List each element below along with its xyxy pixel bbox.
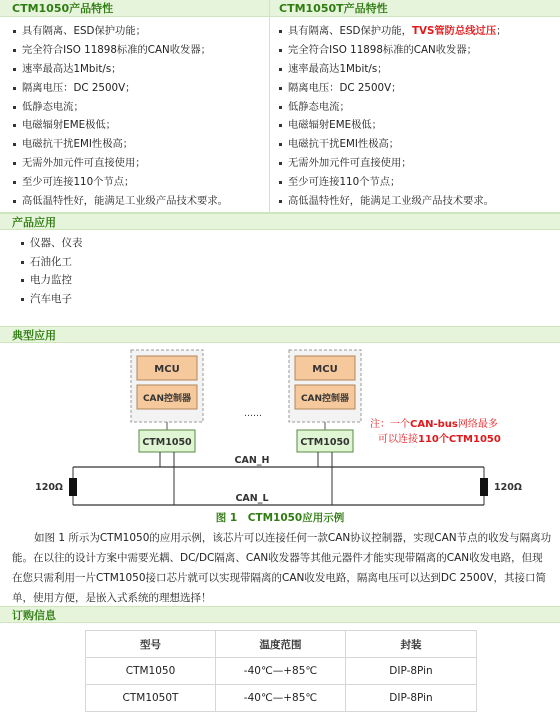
feature-item: 高低温特性好，能满足工业级产品技术要求。	[12, 192, 228, 211]
table-row	[86, 658, 477, 685]
note-line-1	[370, 417, 498, 430]
typical-application-title: 典型应用	[0, 326, 560, 343]
right-feature-list	[278, 22, 506, 211]
feature-item: 电磁抗干扰EMI性极高；	[12, 135, 228, 154]
feature-item: 无需外加元件可直接使用；	[278, 154, 506, 173]
note-text: 网络最多	[457, 419, 498, 430]
tvs-highlight: TVS管防总线过压	[411, 25, 497, 37]
table-cell: DIP-8Pin	[346, 685, 477, 712]
column-header: 封装	[346, 631, 477, 658]
feature-item: 电磁辐射EME极低；	[278, 116, 506, 135]
can-controller-label-left: CAN控制器	[142, 394, 192, 404]
mcu-label-left: MCU	[154, 364, 180, 375]
can-bus-diagram	[0, 343, 560, 528]
can-h-label: CAN_H	[234, 455, 270, 466]
application-item: 仪器、仪表	[20, 234, 560, 253]
left-features-title: CTM1050产品特性	[12, 2, 114, 15]
application-item: 石油化工	[20, 253, 560, 272]
column-divider	[269, 0, 270, 213]
table-header-row	[86, 631, 477, 658]
features-table	[0, 0, 560, 213]
applications-list	[0, 230, 560, 308]
feature-item: 低静态电流；	[278, 98, 506, 117]
feature-item: 电磁抗干扰EMI性极高；	[278, 135, 506, 154]
feature-item: 具有隔离、ESD保护功能；	[12, 22, 228, 41]
resistor-left-label: 120Ω	[35, 482, 63, 493]
chip-label-left: CTM1050	[142, 437, 192, 448]
order-title: 订购信息	[0, 606, 560, 623]
note-text: 可以连接	[378, 434, 418, 445]
mcu-label-right: MCU	[312, 364, 338, 375]
feature-item	[278, 22, 506, 41]
feature-item: 高低温特性好，能满足工业级产品技术要求。	[278, 192, 506, 211]
feature-item: 隔离电压：DC 2500V；	[278, 79, 506, 98]
column-header: 型号	[86, 631, 216, 658]
can-l-label: CAN_L	[235, 493, 269, 504]
feature-item: 无需外加元件可直接使用；	[12, 154, 228, 173]
order-table	[85, 630, 477, 712]
table-cell: CTM1050	[86, 658, 216, 685]
application-item: 汽车电子	[20, 290, 560, 309]
left-feature-list	[12, 22, 228, 211]
note-bold: CAN-bus	[410, 419, 458, 430]
feature-item: 速率最高达1Mbit/s；	[278, 60, 506, 79]
feature-item: 完全符合ISO 11898标准的CAN收发器；	[12, 41, 228, 60]
feature-item: 至少可连接110个节点；	[278, 173, 506, 192]
feature-text: 具有隔离、ESD保护功能，	[288, 25, 412, 37]
can-controller-label-right: CAN控制器	[300, 394, 350, 404]
figure-caption: 图 1 CTM1050应用示例	[215, 512, 345, 524]
ellipsis: ……	[244, 409, 262, 419]
resistor-right	[480, 478, 488, 496]
features-header-row	[0, 0, 560, 17]
right-features-title: CTM1050T产品特性	[279, 2, 388, 15]
order-section	[0, 606, 560, 623]
feature-item: 低静态电流；	[12, 98, 228, 117]
application-description: 如图 1 所示为CTM1050的应用示例，该芯片可以连接任何一款CAN协议控制器，实现CAN节点的收发与隔离功能。在以往的设计方案中需要光耦、DC/DC隔离、CAN收发器等其他元器件才能实现带隔离的CAN收发电路，但现在您只需利用一片CTM1050接口芯片就可以实现带隔离的CAN收发电路，隔离电压可以达到DC 2500V，其接口简单，使用方便，是嵌入式系统的理想选择！	[12, 532, 552, 604]
resistor-left	[69, 478, 77, 496]
applications-title: 产品应用	[0, 213, 560, 230]
table-row	[86, 685, 477, 712]
feature-item: 完全符合ISO 11898标准的CAN收发器；	[278, 41, 506, 60]
feature-text: ；	[496, 25, 507, 37]
feature-item: 速率最高达1Mbit/s；	[12, 60, 228, 79]
table-cell: -40℃—+85℃	[216, 685, 346, 712]
note-bold: 110个CTM1050	[418, 434, 501, 445]
note-text: 注：一个	[370, 419, 410, 430]
table-cell: DIP-8Pin	[346, 658, 477, 685]
note-line-2	[378, 432, 501, 445]
typical-application-section	[0, 326, 560, 343]
resistor-right-label: 120Ω	[494, 482, 522, 493]
table-cell: -40℃—+85℃	[216, 658, 346, 685]
column-header: 温度范围	[216, 631, 346, 658]
can-bus-diagram-svg	[0, 343, 560, 528]
feature-item: 隔离电压：DC 2500V；	[12, 79, 228, 98]
feature-item: 至少可连接110个节点；	[12, 173, 228, 192]
feature-item: 电磁辐射EME极低；	[12, 116, 228, 135]
application-item: 电力监控	[20, 271, 560, 290]
table-cell: CTM1050T	[86, 685, 216, 712]
chip-label-right: CTM1050	[300, 437, 350, 448]
applications-section	[0, 213, 560, 308]
